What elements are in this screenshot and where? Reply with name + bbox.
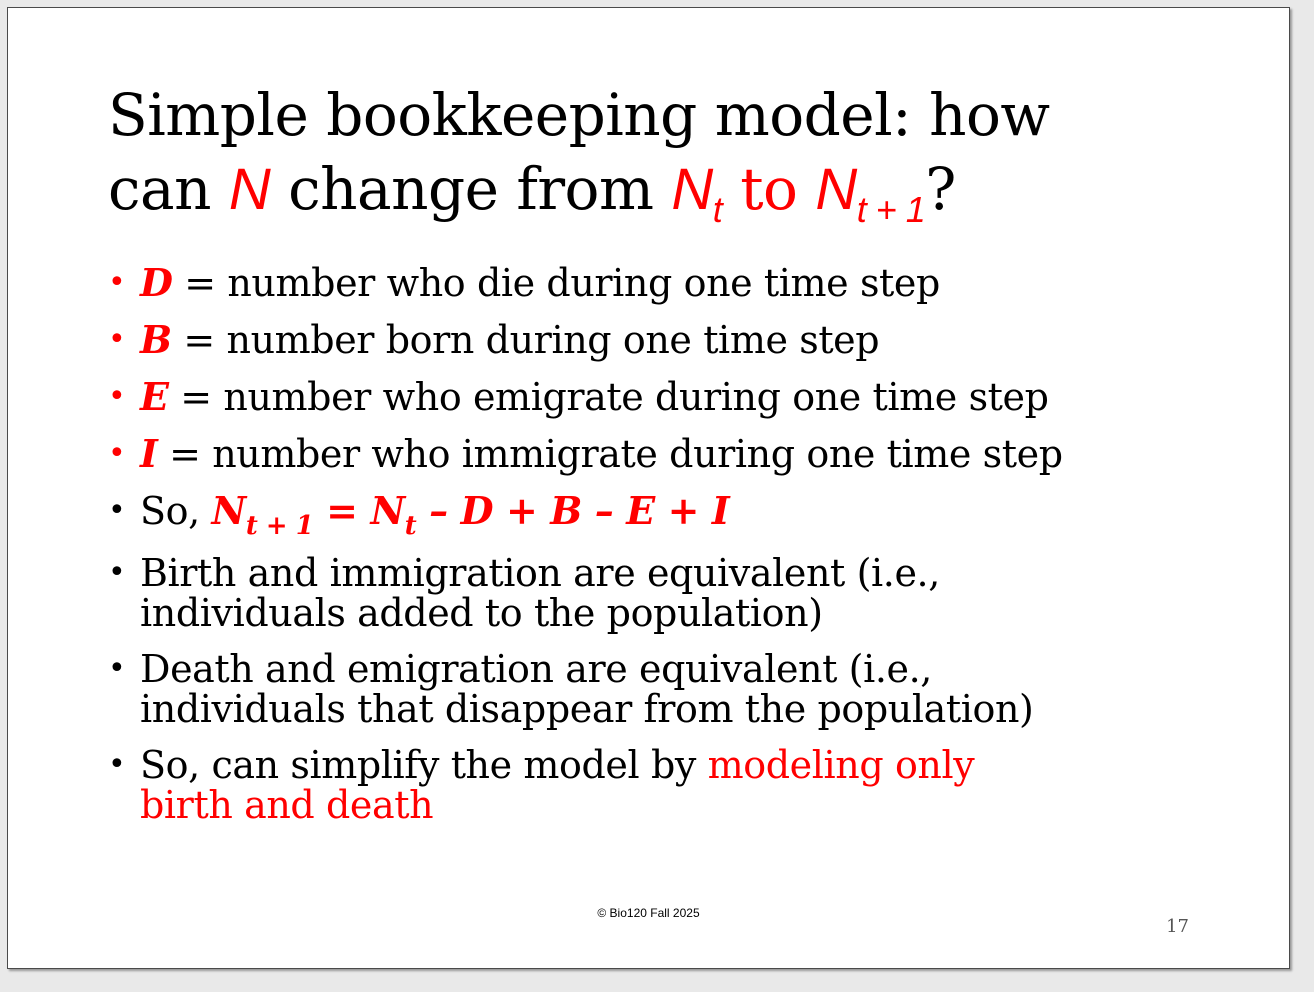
bullet-marker: •	[108, 436, 126, 471]
bullet-death-emigration	[108, 649, 1258, 729]
page-number: 17	[1166, 916, 1189, 937]
equation-equals-nt: = N	[313, 488, 405, 533]
bullet-list	[108, 260, 1258, 827]
bullet-marker: •	[108, 493, 126, 528]
equation-n: N	[211, 488, 246, 533]
death-emigration-line-1: Death and emigration are equivalent (i.e.,	[140, 647, 932, 691]
bullet-emigration-text: = number who emigrate during one time step	[168, 375, 1049, 419]
bullet-marker: •	[108, 747, 126, 782]
bullet-marker: •	[108, 555, 126, 590]
equation-sub-t: t	[404, 511, 417, 542]
bullet-marker: •	[108, 322, 126, 357]
simplify-highlight-1: modeling only	[707, 743, 975, 787]
birth-immigration-line-1: Birth and immigration are equivalent (i.e.,	[140, 551, 940, 595]
title-sub-t: t	[712, 188, 723, 230]
equation-sub-t1: t + 1	[245, 511, 314, 542]
title-sub-t1: t + 1	[856, 188, 926, 230]
slide	[7, 7, 1290, 969]
bullet-birth-immigration	[108, 553, 1258, 633]
title-var-nt: N	[671, 157, 713, 222]
bullet-equation	[108, 488, 1258, 542]
title-can: can	[108, 155, 229, 223]
bullet-simplify	[108, 745, 1258, 825]
equation-prefix: So,	[140, 489, 212, 533]
title-line-2	[108, 152, 1258, 234]
bullet-deaths-text: = number who die during one time step	[172, 261, 940, 305]
title-line-1: Simple bookkeeping model: how	[108, 81, 1050, 149]
bullet-marker: •	[108, 265, 126, 300]
title-var-n: N	[228, 157, 271, 222]
simplify-prefix: So, can simplify the model by	[140, 743, 708, 787]
title-question: ?	[925, 155, 956, 223]
bullet-births	[108, 317, 1258, 362]
title-var-nt1: N	[815, 157, 857, 222]
slide-title	[108, 78, 1258, 234]
simplify-highlight-2: birth and death	[140, 783, 434, 827]
var-e: E	[140, 374, 169, 419]
bullet-immigration	[108, 431, 1258, 476]
bullet-immigration-text: = number who immigrate during one time step	[157, 432, 1063, 476]
title-change-from: change from	[270, 155, 672, 223]
death-emigration-line-2: individuals that disappear from the population)	[140, 687, 1034, 731]
birth-immigration-line-2: individuals added to the population)	[140, 591, 823, 635]
bullet-births-text: = number born during one time step	[171, 318, 880, 362]
equation-terms: – D + B – E + I	[416, 488, 730, 533]
bullet-marker: •	[108, 379, 126, 414]
title-to: to	[722, 155, 816, 223]
var-i: I	[140, 431, 158, 476]
bullet-deaths	[108, 260, 1258, 305]
bullet-marker: •	[108, 651, 126, 686]
var-b: B	[140, 317, 172, 362]
slide-footer: © Bio120 Fall 2025	[597, 906, 700, 920]
bullet-emigration	[108, 374, 1258, 419]
var-d: D	[140, 260, 173, 305]
